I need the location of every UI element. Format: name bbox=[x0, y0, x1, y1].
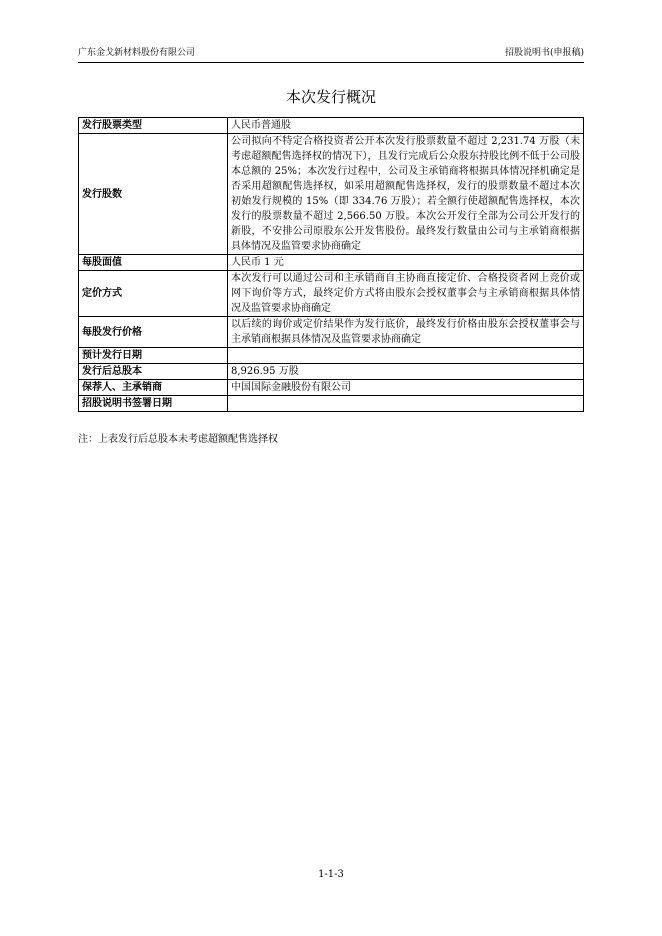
row-value: 以后续的询价或定价结果作为发行底价，最终发行价格由股东会授权董事会与主承销商根据具体情况及监管要求协商确定 bbox=[228, 317, 584, 348]
row-value: 人民币普通股 bbox=[228, 118, 584, 134]
row-value: 本次发行可以通过公司和主承销商自主协商直接定价、合格投资者网上竞价或网下询价等方式，最终定价方式将由股东会授权董事会与主承销商根据具体情况及监管要求协商确定 bbox=[228, 271, 584, 317]
row-label: 定价方式 bbox=[79, 271, 228, 317]
row-label: 发行股票类型 bbox=[79, 118, 228, 134]
row-value: 人民币 1 元 bbox=[228, 255, 584, 271]
table-row bbox=[79, 118, 584, 134]
header-divider bbox=[78, 62, 584, 63]
row-value: 8,926.95 万股 bbox=[228, 364, 584, 380]
table-footnote: 注：上表发行后总股本未考虑超额配售选择权 bbox=[78, 434, 278, 445]
table-row bbox=[79, 134, 584, 255]
row-label: 发行后总股本 bbox=[79, 364, 228, 380]
issuance-overview-table bbox=[78, 117, 584, 412]
row-label: 招股说明书签署日期 bbox=[79, 396, 228, 412]
row-value bbox=[228, 348, 584, 364]
row-value bbox=[228, 396, 584, 412]
row-label: 保荐人、主承销商 bbox=[79, 380, 228, 396]
table-row bbox=[79, 380, 584, 396]
header-document-type: 招股说明书(申报稿) bbox=[504, 48, 584, 58]
row-label: 每股发行价格 bbox=[79, 317, 228, 348]
page-title: 本次发行概况 bbox=[285, 88, 376, 106]
table-row bbox=[79, 348, 584, 364]
row-label: 预计发行日期 bbox=[79, 348, 228, 364]
row-value: 中国国际金融股份有限公司 bbox=[228, 380, 584, 396]
header-company-name: 广东金戈新材料股份有限公司 bbox=[78, 48, 196, 58]
table-row bbox=[79, 271, 584, 317]
row-label: 发行股数 bbox=[79, 134, 228, 255]
row-label: 每股面值 bbox=[79, 255, 228, 271]
page-header bbox=[78, 46, 584, 60]
table-row bbox=[79, 396, 584, 412]
row-value: 公司拟向不特定合格投资者公开本次发行股票数量不超过 2,231.74 万股（未考虑超额配售选择权的情况下），且发行完成后公众股东持股比例不低于公司股本总额的 25%；本次发行过程中，公司及主承销商将根据具体情况择机确定是否采用超额配售选择权，如采用超额配售选择权，发行的股票数量不超过本次初始发行规模的 15%（即 334.76 万股）；若全额行使超额配售选择权，本次发行的股票数量不超过 2,566.50 万股。本次公开发行全部为公司公开发行的新股，不安排公司原股东公开发售股份。最终发行数量由公司与主承销商根据具体情况及监管要求协商确定 bbox=[228, 134, 584, 255]
table-row bbox=[79, 364, 584, 380]
table-row bbox=[79, 255, 584, 271]
page-number: 1-1-3 bbox=[318, 869, 344, 880]
table-row bbox=[79, 317, 584, 348]
